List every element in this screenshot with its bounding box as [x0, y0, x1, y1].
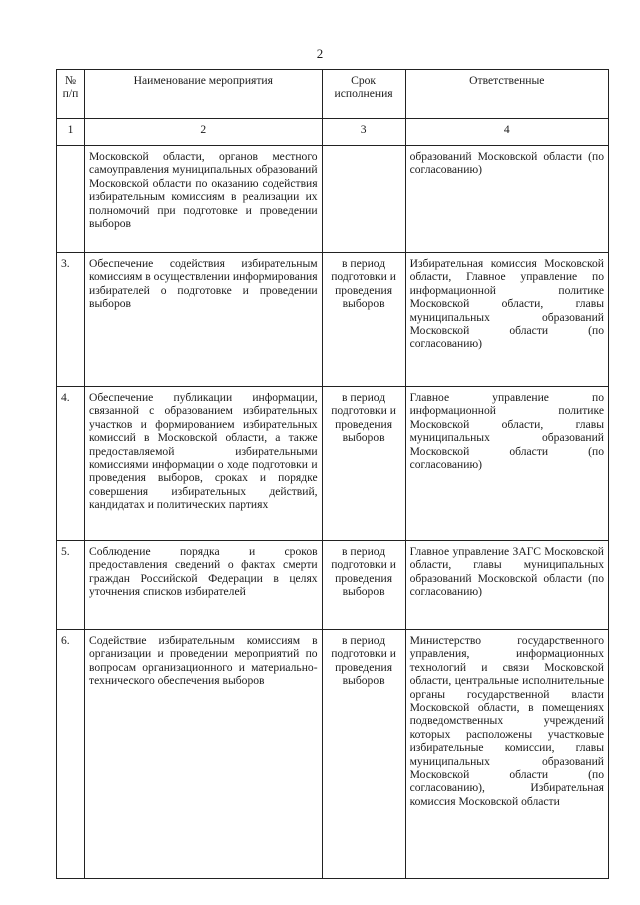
column-number: 4: [405, 119, 608, 146]
event-responsible: Министерство государственного управления, информационных технологий и связи Московской области, центральные исполнительные органы государственной власти Московской области, в помещениях подведомственных учреждений которых расположены участковые избирательные комиссии, главы муниципальных образований Московской области (по согласованию), Избирательная комиссия Московской области: [405, 630, 608, 879]
table-row: [57, 146, 609, 253]
header-term: Срок исполнения: [322, 70, 405, 119]
event-term: [322, 146, 405, 253]
table-row: [57, 630, 609, 879]
event-term: в период подготовки и проведения выборов: [322, 253, 405, 387]
row-number: 6.: [57, 630, 85, 879]
event-responsible: образований Московской области (по согласованию): [405, 146, 608, 253]
table-row: [57, 387, 609, 541]
event-name: Московской области, органов местного самоуправления муниципальных образований Московской области по оказанию содействия избирательным комиссиям в реализации их полномочий при подготовке и проведении выборов: [85, 146, 323, 253]
header-name: Наименование мероприятия: [85, 70, 323, 119]
row-number: [57, 146, 85, 253]
table-row: [57, 541, 609, 630]
column-numbers-row: [57, 119, 609, 146]
event-term: в период подготовки и проведения выборов: [322, 630, 405, 879]
events-table: [56, 69, 609, 879]
event-name: Обеспечение публикации информации, связанной с образованием избирательных участков и формированием избирательных комиссий в Московской области, а также предоставляемой избирательными комиссиями информации о ходе подготовки и проведения выборов, сроках и порядке совершения избирательных действий, кандидатах и политических партиях: [85, 387, 323, 541]
event-term: в период подготовки и проведения выборов: [322, 387, 405, 541]
event-responsible: Главное управление по информационной политике Московской области, главы муниципальных образований Московской области (по согласованию): [405, 387, 608, 541]
page-number: 2: [316, 46, 324, 61]
row-number: 3.: [57, 253, 85, 387]
event-name: Обеспечение содействия избирательным комиссиям в осуществлении информирования избирателей о подготовке и проведении выборов: [85, 253, 323, 387]
event-term: в период подготовки и проведения выборов: [322, 541, 405, 630]
column-number: 3: [322, 119, 405, 146]
event-responsible: Избирательная комиссия Московской области, Главное управление по информационной политике Московской области, главы муниципальных образований Московской области (по согласованию): [405, 253, 608, 387]
header-responsible: Ответственные: [405, 70, 608, 119]
row-number: 4.: [57, 387, 85, 541]
table-row: [57, 253, 609, 387]
table-header-row: [57, 70, 609, 119]
header-no: № п/п: [57, 70, 85, 119]
event-name: Соблюдение порядка и сроков предоставления сведений о фактах смерти граждан Российской Федерации в целях уточнения списков избирателей: [85, 541, 323, 630]
column-number: 2: [85, 119, 323, 146]
event-responsible: Главное управление ЗАГС Московской области, главы муниципальных образований Московской области (по согласованию): [405, 541, 608, 630]
row-number: 5.: [57, 541, 85, 630]
column-number: 1: [57, 119, 85, 146]
event-name: Содействие избирательным комиссиям в организации и проведении мероприятий по вопросам организационного и материально-технического обеспечения выборов: [85, 630, 323, 879]
